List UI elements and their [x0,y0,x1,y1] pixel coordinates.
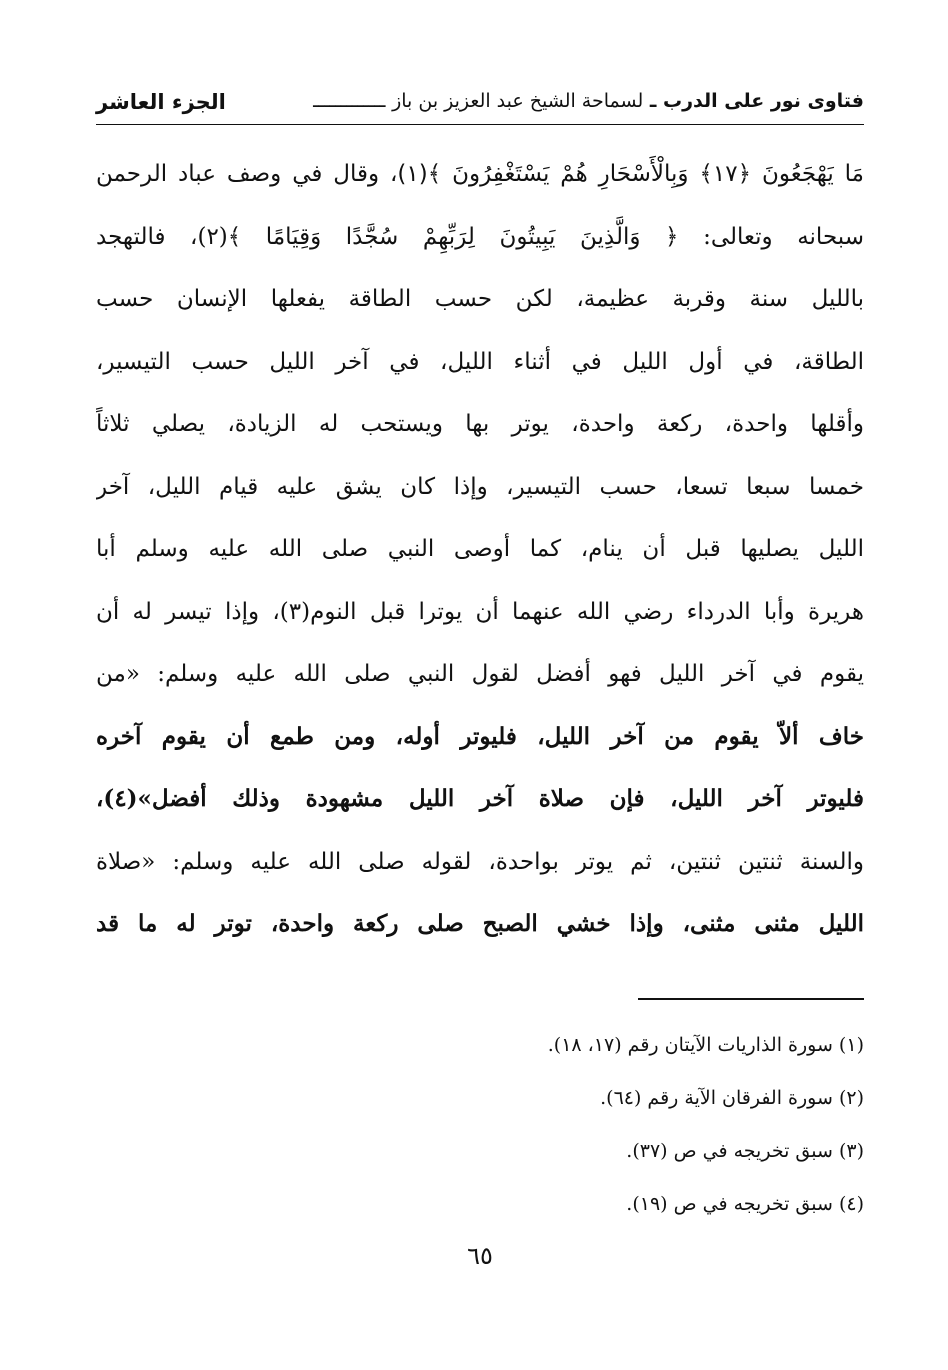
text-line: هريرة وأبا الدرداء رضي الله عنهما أن يوترا قبل النوم(٣)، وإذا تيسر له أن [96,598,864,625]
text-line: والسنة ثنتين ثنتين، ثم يوتر بواحدة، لقوله صلى الله عليه وسلم: «صلاة [96,848,864,875]
text-line: الطاقة، في أول الليل في أثناء الليل، في آخر الليل حسب التيسير، [96,348,864,375]
text-line: سبحانه وتعالى: ﴿ وَالَّذِينَ يَبِيتُونَ لِرَبِّهِمْ سُجَّدًا وَقِيَامًا ﴾(٢)، فالتهجد [96,223,864,250]
page-number: ٦٥ [467,1242,493,1270]
text-line: خمسا سبعا تسعا، حسب التيسير، وإذا كان يشق عليه قيام الليل، آخر [96,473,864,500]
footnote-separator [638,998,864,1000]
header-part: الجزء العاشر [96,90,226,114]
footnotes [96,1019,864,1231]
text-line: يقوم في آخر الليل فهو أفضل لقول النبي صلى الله عليه وسلم: «من [96,661,864,687]
header-book-info: فتاوى نور على الدرب ـ لسماحة الشيخ عبد العزيز بن باز ـــــــــــــ [313,90,864,112]
text-line: وأقلها واحدة، ركعة واحدة، يوتر بها ويستحب له الزيادة، يصلي ثلاثاً [96,411,864,437]
footnote: (٢) سورة الفرقان الآية رقم (٦٤). [600,1087,864,1109]
footnote: (٣) سبق تخريجه في ص (٣٧). [626,1140,864,1162]
footnote: (١) سورة الذاريات الآيتان رقم (١٧، ١٨). [547,1034,864,1056]
text-line: الليل يصليها قبل أن ينام، كما أوصى النبي صلى الله عليه وسلم أبا [96,536,864,562]
hadith-line: خاف ألاّ يقوم من آخر الليل، فليوتر أوله، ومن طمع أن يقوم آخره [96,722,864,750]
footnote: (٤) سبق تخريجه في ص (١٩). [626,1193,864,1215]
running-header [96,84,864,125]
text-line: مَا يَهْجَعُونَ ﴿١٧﴾ وَبِالْأَسْحَارِ هُمْ يَسْتَغْفِرُونَ ﴾(١)، وقال في وصف عباد الرحمن [96,161,864,187]
page [96,84,864,1270]
header-title: فتاوى نور على الدرب [663,90,864,112]
hadith-line: فليوتر آخر الليل، فإن صلاة آخر الليل مشهودة وذلك أفضل»(٤)، [96,785,864,812]
text-line: بالليل سنة وقربة عظيمة، لكن حسب الطاقة يفعلها الإنسان حسب [96,286,864,312]
main-text [96,143,864,956]
hadith-line: الليل مثنى مثنى، وإذا خشي الصبح صلى ركعة واحدة، توتر له ما قد [96,910,864,937]
header-author: لسماحة الشيخ عبد العزيز بن باز [392,90,644,112]
